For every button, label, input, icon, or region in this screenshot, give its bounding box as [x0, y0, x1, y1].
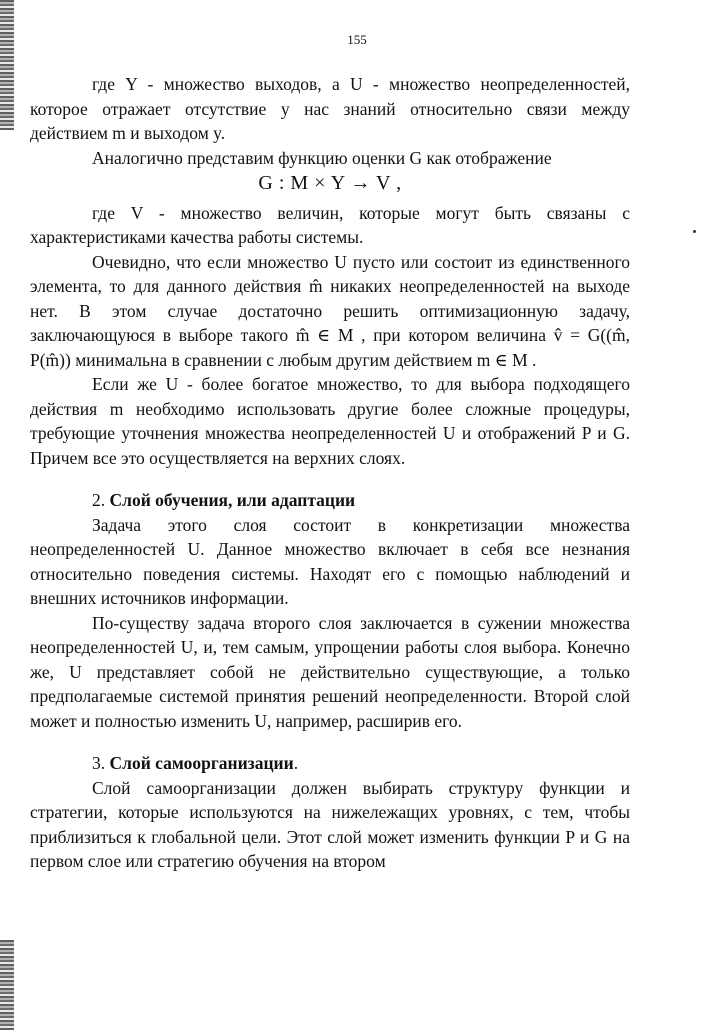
paragraph: Аналогично представим функцию оценки G как отображение	[92, 147, 552, 168]
paragraph: По-существу задача второго слоя заключается в сужении множества неопределенностей U, и, тем самым, упрощении работы слоя выбора. Конечно же, U представляет собой не действительно существующие, а только предполагаемые системой принятия решений неопределенности. Второй слой может и полностью изменить U, например, расширив его.	[30, 612, 630, 731]
section-number: 2.	[92, 490, 106, 510]
scan-speck	[693, 230, 696, 233]
scan-edge-bottom	[0, 940, 14, 1030]
section-title-suffix: .	[293, 753, 299, 773]
scan-edge-top	[0, 0, 14, 130]
paragraph: Задача этого слоя состоит в конкретизации множества неопределенностей U. Данное множество включает в себя все незнания относительно поведения системы. Находят его с помощью наблюдений и внешних источников информации.	[30, 514, 630, 608]
section-title: Слой обучения, или адаптации	[109, 490, 356, 510]
paragraph: где Y - множество выходов, а U - множество неопределенностей, которое отражает отсутствие у нас знаний относительно связи между действием m и выходом y.	[30, 74, 630, 143]
section-number: 3.	[92, 753, 106, 773]
paragraph: Очевидно, что если множество U пусто или состоит из единственного элемента, то для данного действия m̂ никаких неопределенностей на выходе нет. В этом случае достаточно решить оптимизационную задачу, заключающуюся в выборе такого m̂ ∈ M , при котором величина v̂ = G((m̂, P(m̂)) минимальна в сравнении с любым другим действием m ∈ M .	[30, 251, 630, 370]
page-body	[30, 72, 630, 874]
paragraph: где V - множество величин, которые могут быть связаны с характеристиками качества работы системы.	[30, 202, 630, 247]
page-number: 155	[347, 32, 367, 47]
paragraph: Слой самоорганизации должен выбирать структуру функции и стратегии, которые используются на нижележащих уровнях, с тем, чтобы приблизиться к глобальной цели. Этот слой может изменить функции P и G на первом слое или стратегию обучения на втором	[30, 777, 630, 871]
section-heading	[92, 488, 630, 513]
section-heading	[92, 751, 630, 776]
paragraph: Если же U - более богатое множество, то для выбора подходящего действия m необходимо использовать другие более сложные процедуры, требующие уточнения множества неопределенностей U и отображений P и G. Причем все это осуществляется на верхних слоях.	[30, 374, 630, 468]
formula: G : M × Y → V ,	[258, 172, 402, 194]
section-title: Слой самоорганизации	[109, 753, 294, 773]
